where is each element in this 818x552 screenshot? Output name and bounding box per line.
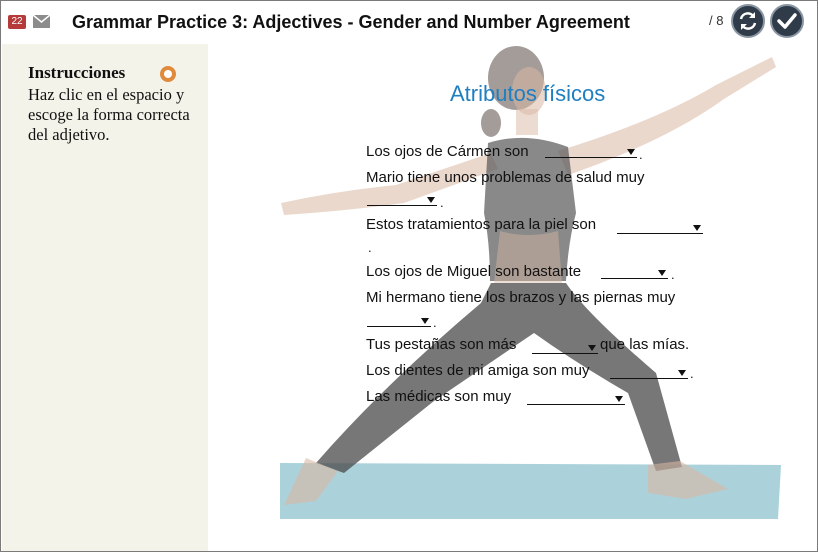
answer-dropdown-8[interactable] (527, 392, 625, 405)
sentence-2-text: Mario tiene unos problemas de salud muy (366, 169, 645, 186)
sentence-1-end: . (639, 147, 643, 162)
answer-dropdown-2[interactable] (367, 193, 437, 206)
sentence-3-text: Estos tratamientos para la piel son (366, 216, 597, 233)
checkmark-icon (772, 6, 802, 36)
instructions-text: Haz clic en el espacio y escoge la forma correcta del adjetivo. (28, 85, 190, 144)
answer-dropdown-1[interactable] (545, 145, 637, 158)
dropdown-arrow-icon (627, 149, 635, 155)
answer-dropdown-5[interactable] (367, 314, 431, 327)
refresh-icon (733, 6, 763, 36)
exercise-title: Atributos físicos (450, 81, 606, 106)
dropdown-arrow-icon (693, 225, 701, 231)
dropdown-arrow-icon (658, 270, 666, 276)
page-counter: / 8 (709, 13, 724, 28)
reset-button[interactable] (731, 4, 765, 38)
answer-dropdown-3[interactable] (617, 221, 703, 234)
sentence-4-end: . (671, 267, 675, 282)
sentence-6-text: Tus pestañas son más (366, 336, 517, 353)
answer-dropdown-7[interactable] (610, 366, 688, 379)
submit-check-button[interactable] (770, 4, 804, 38)
header (1, 1, 817, 43)
sentence-1-text: Los ojos de Cármen son (366, 143, 529, 160)
sentence-7-text: Los dientes de mi amiga son muy (366, 362, 590, 379)
sentence-3-end: . (368, 240, 372, 255)
dropdown-arrow-icon (588, 345, 596, 351)
yoga-woman-image (276, 43, 786, 523)
mail-icon[interactable] (33, 15, 50, 28)
sentence-4-text: Los ojos de Miguel son bastante (366, 263, 582, 280)
dropdown-arrow-icon (615, 396, 623, 402)
sentence-2-end: . (440, 195, 444, 210)
dropdown-arrow-icon (427, 197, 435, 203)
sentence-6-end: que las mías. (600, 336, 690, 353)
dropdown-arrow-icon (678, 370, 686, 376)
instructions-title: Instrucciones (28, 63, 126, 82)
sentence-5-text: Mi hermano tiene los brazos y las piernas muy (366, 289, 676, 306)
sentence-7-end: . (690, 366, 694, 381)
dropdown-arrow-icon (421, 318, 429, 324)
speech-bubble-icon[interactable] (160, 66, 176, 82)
answer-dropdown-4[interactable] (601, 266, 668, 279)
notification-badge[interactable]: 22 (8, 15, 26, 29)
page-title: Grammar Practice 3: Adjectives - Gender and Number Agreement (72, 12, 630, 32)
sentence-8-text: Las médicas son muy (366, 388, 512, 405)
answer-dropdown-6[interactable] (532, 341, 598, 354)
sentence-5-end: . (433, 315, 437, 330)
